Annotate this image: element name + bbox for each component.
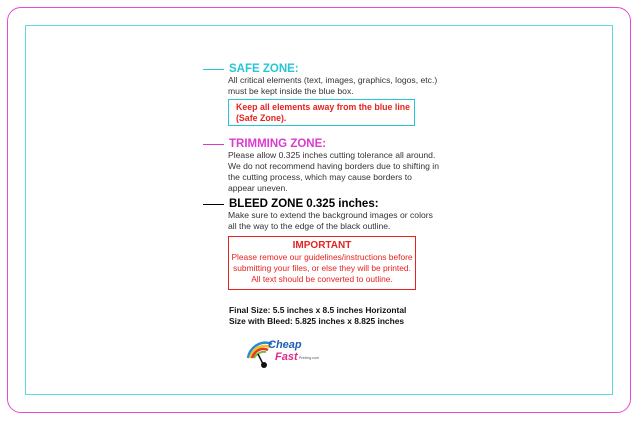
important-line-2: submitting your files, or else they will be printed. (233, 263, 411, 273)
bleed-zone-title: BLEED ZONE 0.325 inches: (229, 198, 379, 210)
logo-word-cheap: Cheap (268, 339, 302, 351)
safe-zone-title: SAFE ZONE: (229, 63, 299, 75)
cheapfastprinting-logo (244, 336, 324, 372)
trimming-zone-legend-line (203, 144, 224, 145)
trimming-zone-title: TRIMMING ZONE: (229, 138, 327, 150)
trimming-zone-line-1: Please allow 0.325 inches cutting tolerance all around. (228, 150, 436, 160)
final-size-text: Final Size: 5.5 inches x 8.5 inches Horizontal (229, 305, 407, 315)
trimming-zone-line-2: We do not recommend having borders due to shifting in (228, 161, 439, 171)
important-line-1: Please remove our guidelines/instructions before (231, 252, 413, 262)
safe-zone-line-2: must be kept inside the blue box. (228, 86, 354, 96)
safe-zone-note-box (228, 99, 415, 126)
bleed-zone-line-1: Make sure to extend the background images or colors (228, 210, 433, 220)
trimming-zone-line-4: appear uneven. (228, 183, 288, 193)
bleed-zone-legend-line (203, 204, 224, 205)
important-line-3: All text should be converted to outline. (251, 274, 393, 284)
logo-word-fast: Fast (275, 351, 298, 363)
bleed-zone-line-2: all the way to the edge of the black outline. (228, 221, 391, 231)
bleed-size-text: Size with Bleed: 5.825 inches x 8.825 inches (229, 316, 405, 326)
important-box (228, 236, 416, 290)
safe-zone-note-line-2: (Safe Zone). (236, 113, 287, 123)
logo-tagline: Printing.com (299, 356, 319, 360)
safe-zone-legend-line (203, 69, 224, 70)
safe-zone-note-line-1: Keep all elements away from the blue line (236, 102, 411, 112)
safe-zone-line-1: All critical elements (text, images, graphics, logos, etc.) (228, 75, 438, 85)
important-title: IMPORTANT (292, 240, 352, 251)
trimming-zone-line-3: the cutting process, which may cause borders to (228, 172, 412, 182)
